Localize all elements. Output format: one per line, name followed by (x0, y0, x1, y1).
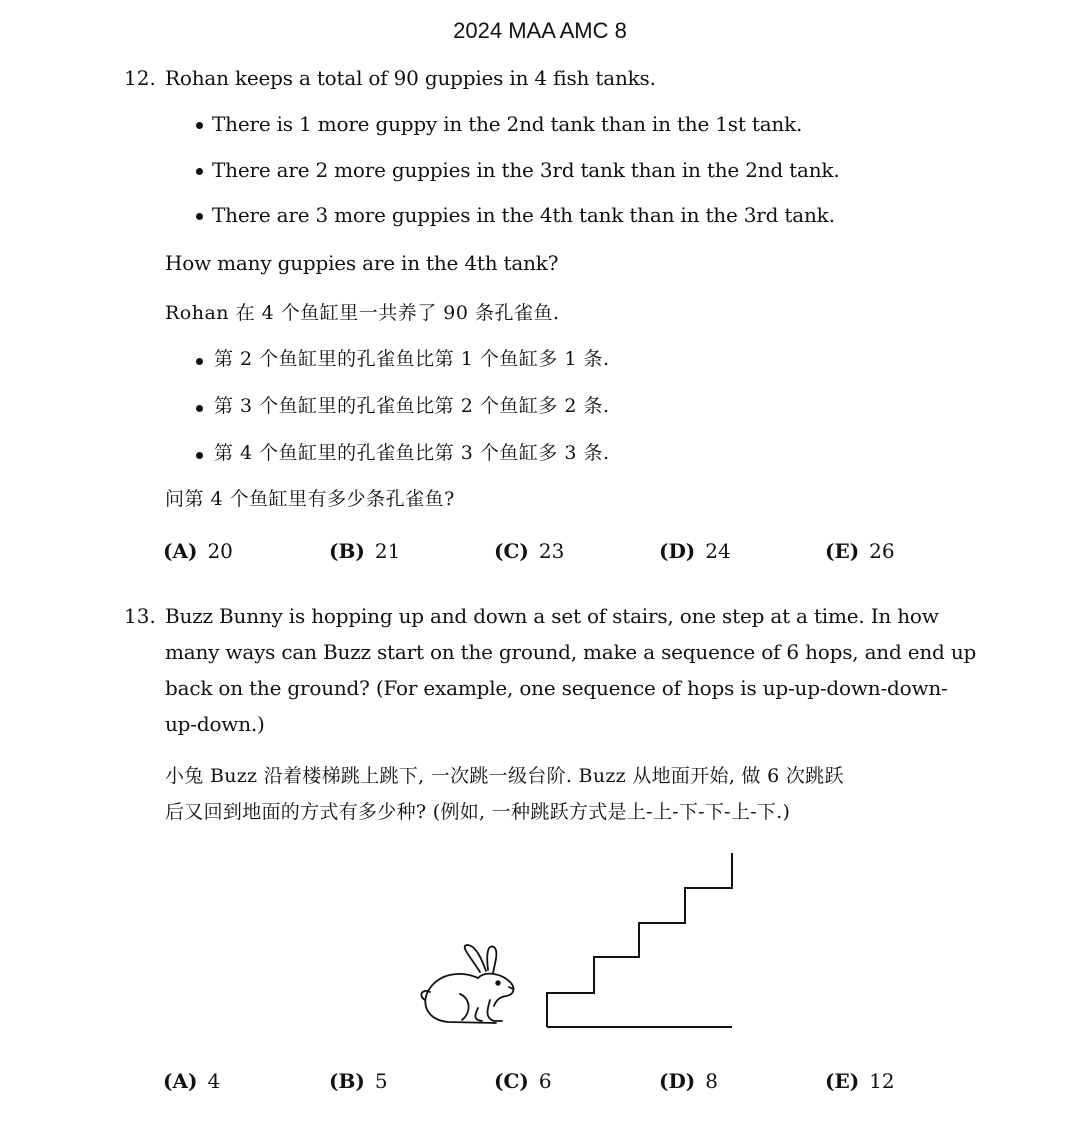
problem-12-stem-en: Rohan keeps a total of 90 guppies in 4 fish tanks. (165, 66, 656, 90)
bullet-icon (196, 358, 203, 365)
problem-12-choice-d: (D) 24 (659, 539, 731, 563)
problem-13-line-en-2: many ways can Buzz start on the ground, make a sequence of 6 hops, and end up (165, 640, 977, 664)
problem-12-bullet-en-2: There are 2 more guppies in the 3rd tank than in the 2nd tank. (212, 158, 840, 182)
bullet-icon (196, 452, 203, 459)
problem-12-bullet-zh-1: 第 2 个鱼缸里的孔雀鱼比第 1 个鱼缸多 1 条. (214, 348, 610, 370)
problem-13-choice-e: (E) 12 (825, 1069, 895, 1093)
problem-12-bullet-zh-3: 第 4 个鱼缸里的孔雀鱼比第 3 个鱼缸多 3 条. (214, 442, 610, 464)
problem-13-number: 13. (124, 604, 156, 628)
problem-13-choice-b: (B) 5 (329, 1069, 388, 1093)
problem-13-line-en-1: Buzz Bunny is hopping up and down a set of stairs, one step at a time. In how (165, 604, 939, 628)
problem-12-bullet-en-3: There are 3 more guppies in the 4th tank than in the 3rd tank. (212, 203, 835, 227)
problem-12-choice-e: (E) 26 (825, 539, 895, 563)
problem-13-line-zh-2: 后又回到地面的方式有多少种? (例如, 一种跳跃方式是上-上-下-下-上-下.) (165, 801, 791, 823)
problem-12-number: 12. (124, 66, 156, 90)
problem-13-line-en-4: up-down.) (165, 712, 265, 736)
problem-12-choice-b: (B) 21 (329, 539, 401, 563)
problem-12-question-zh: 问第 4 个鱼缸里有多少条孔雀鱼? (165, 488, 455, 510)
bullet-icon (196, 213, 203, 220)
bullet-icon (196, 122, 203, 129)
problem-13-choice-a: (A) 4 (163, 1069, 221, 1093)
problem-12-bullet-en-1: There is 1 more guppy in the 2nd tank than in the 1st tank. (212, 112, 803, 136)
problem-13-choice-d: (D) 8 (659, 1069, 719, 1093)
bullet-icon (196, 168, 203, 175)
problem-13-line-en-3: back on the ground? (For example, one sequence of hops is up-up-down-down- (165, 676, 948, 700)
problem-12-choice-c: (C) 23 (494, 539, 565, 563)
problem-13-line-zh-1: 小兔 Buzz 沿着楼梯跳上跳下, 一次跳一级台阶. Buzz 从地面开始, 做 6 次跳跃 (165, 765, 844, 787)
problem-12-choice-a: (A) 20 (163, 539, 233, 563)
page-header: 2024 MAA AMC 8 (453, 18, 627, 43)
rabbit-icon (421, 945, 513, 1023)
problem-12-stem-zh: Rohan 在 4 个鱼缸里一共养了 90 条孔雀鱼. (165, 302, 560, 324)
bullet-icon (196, 405, 203, 412)
bunny-stairs-figure (410, 850, 750, 1040)
problem-13-choice-c: (C) 6 (494, 1069, 552, 1093)
stairs-icon (547, 853, 732, 1027)
problem-12-bullet-zh-2: 第 3 个鱼缸里的孔雀鱼比第 2 个鱼缸多 2 条. (214, 395, 610, 417)
problem-12-question-en: How many guppies are in the 4th tank? (165, 251, 559, 275)
